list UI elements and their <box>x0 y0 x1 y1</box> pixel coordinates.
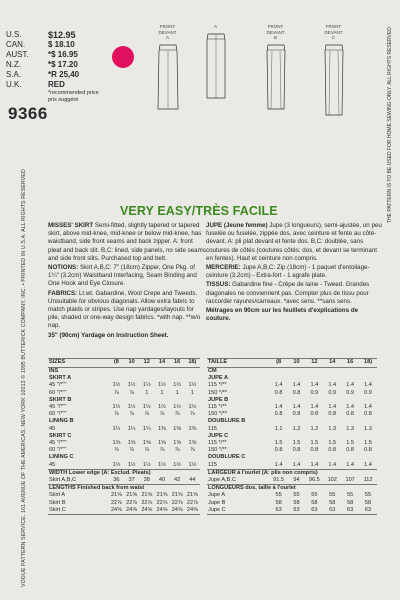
recommended-price-note: *recommended price <box>48 90 99 96</box>
table-row <box>207 447 377 454</box>
row-label: 115 */** <box>208 440 227 447</box>
table-cell: 37 <box>124 477 139 485</box>
price-label: S.A. <box>6 70 22 79</box>
table-cell: 1½ <box>188 404 197 411</box>
description-text-fr: Jupe (3 longueurs), semi-ajustée, un peu fuselée ou fuselée, zippée dos, avec ceinture et fente au côté-devant. A: pli plat devant et fente dos. B,C: doublée, sans coutures de côtés (coutures côtés: dos, et devant se terminant en fentes). Haut et ceinture non compris. <box>206 222 382 262</box>
table-cell: 1.5 <box>292 440 301 447</box>
table-cell: ⅞ <box>114 411 119 418</box>
row-label: 45 <box>48 462 109 470</box>
publisher-side-text: VOGUE PATTERN SERVICE, 161 AVENUE OF THE AMERICAS, NEW YORK 10013 © 1995 BUTTERICK COMPANY, INC. • PRINTED IN U.S.A. ALL RIGHTS RESERVED <box>21 169 27 587</box>
row-label: WIDTH Lower edge (A: Exclud. Pleats) <box>49 469 151 476</box>
drawing-caption: FRONT DEVANT A <box>158 24 177 40</box>
table-cell: ⅞ <box>159 447 165 454</box>
header-cell: 16 <box>341 359 359 368</box>
row-label: CM <box>208 368 217 374</box>
row-label: LARGEUR à l'ourlet (A: plis non compris) <box>208 469 318 476</box>
table-cell: 0.9 <box>328 389 337 396</box>
row-label: SKIRT C <box>49 432 72 439</box>
table-cell: 1.4 <box>292 404 301 411</box>
row-label: LONGUEURS dos, taille à l'ourlet <box>208 485 296 492</box>
table-row <box>207 418 377 425</box>
table-cell: 1½ <box>112 404 121 411</box>
table-cell: 112 <box>359 477 377 485</box>
table-cell: 55 <box>329 492 336 499</box>
drawing-front-c <box>306 24 361 119</box>
table-row <box>48 507 200 515</box>
row-label: 45 "/*"" <box>49 382 67 389</box>
table-row <box>207 368 377 376</box>
row-label: SKIRT B <box>49 396 72 403</box>
pink-dot-mark <box>112 46 134 68</box>
table-cell: ⅞ <box>174 447 180 454</box>
table-cell: 1⅝ <box>142 440 151 447</box>
drawing-front-b <box>248 24 303 113</box>
table-row <box>48 368 200 376</box>
table-cell: 55 <box>311 492 318 499</box>
table-cell: 1.4 <box>274 404 283 411</box>
price-row <box>6 30 116 40</box>
table-row <box>48 426 200 433</box>
table-cell: 0.8 <box>310 447 319 454</box>
table-cell: 1½ <box>109 462 124 470</box>
description-text: Semi-fitted, slightly tapered or tapered skirt, above mid-knee, mid-knee or below mid-knee, has waistband, side front seams and back zipper. A: front pleat and back slit. B,C: lined, side panels, no side seams and side front slits. Purchased top and belt. <box>48 222 206 262</box>
table-cell: 1½ <box>173 382 182 389</box>
price-label: U.K. <box>6 80 22 89</box>
header-cell: TAILLE <box>207 359 270 368</box>
description-title: MISSES' SKIRT <box>48 222 94 229</box>
table-cell: ⅞ <box>174 411 180 418</box>
table-row <box>48 390 200 397</box>
row-label: Jupe A,B,C <box>207 477 270 485</box>
table-cell: 0.8 <box>346 411 355 418</box>
table-row <box>207 462 377 470</box>
price-value: $ 18.10 <box>48 40 75 49</box>
table-cell: 1 <box>190 389 194 396</box>
table-row <box>48 411 200 418</box>
table-cell: 55 <box>364 492 372 499</box>
table-cell: 21⅝ <box>126 492 138 499</box>
header-cell: 12 <box>305 359 323 368</box>
table-cell: 0.8 <box>274 447 283 454</box>
row-label: SKIRT A <box>49 375 72 382</box>
table-cell: 1⅝ <box>127 440 136 447</box>
header-cell: SIZES <box>48 359 109 368</box>
table-row <box>48 418 200 425</box>
table-cell: 36 <box>109 477 124 485</box>
price-value: *$ 17.20 <box>48 60 78 69</box>
table-cell: 1.1 <box>274 425 283 432</box>
table-cell: 1.4 <box>328 382 337 389</box>
row-label: LENGTHS Finished back from waist <box>49 485 145 492</box>
row-label: JUPE B <box>208 396 229 403</box>
table-cell: ⅞ <box>114 389 119 396</box>
table-cell: 1½ <box>173 404 182 411</box>
drawing-caption: FRONT DEVANT B <box>266 24 285 40</box>
table-cell: 0.8 <box>274 389 283 396</box>
table-cell: 0.9 <box>364 389 372 396</box>
table-row <box>207 454 377 461</box>
table-cell: 1⅝ <box>188 440 197 447</box>
table-cell: 22⅞ <box>126 499 138 506</box>
table-cell: 63 <box>305 507 323 515</box>
row-label: Jupe C <box>207 507 270 515</box>
table-row <box>207 477 377 485</box>
table-cell: 21⅝ <box>156 492 168 499</box>
table-cell: ⅞ <box>190 447 195 454</box>
table-row <box>207 485 377 493</box>
table-cell: 58 <box>329 499 336 506</box>
table-cell: 1¼ <box>127 425 136 432</box>
price-value: *R 25,40 <box>48 70 80 79</box>
price-row <box>6 70 116 80</box>
table-cell: 1½ <box>158 382 166 389</box>
table-cell: 63 <box>323 507 341 515</box>
table-cell: 1.4 <box>310 404 319 411</box>
row-label: INS <box>49 368 59 374</box>
table-cell: ⅞ <box>144 411 150 418</box>
notions-title: NOTIONS: <box>48 264 79 272</box>
table-cell: 0.8 <box>328 447 337 454</box>
row-label: Jupe A <box>208 492 226 499</box>
table-cell: 1½ <box>154 462 169 470</box>
table-cell: 44 <box>185 477 200 485</box>
row-label: Skirt A <box>49 492 66 499</box>
row-label: 45 "/*"" <box>49 440 67 447</box>
table-cell: 1 <box>145 389 149 396</box>
fabrics-text-fr: Gabardine fine - Crêpe de laine - Tweed. Grandes diagonales ne conviennent pas. Compter plus de tissu pour raccorder rayures/carreaux. *avec sens. **sans sens. <box>206 281 370 305</box>
table-cell: ⅞ <box>190 411 195 418</box>
fabrics-title: FABRICS: <box>48 289 78 297</box>
yardage-note: 35" (90cm) Yardage on Instruction Sheet. <box>48 331 169 339</box>
table-row <box>207 469 377 477</box>
row-label: DOUBLURE C <box>208 454 246 461</box>
row-label: DOUBLURE B <box>208 418 246 425</box>
table-cell: 1½ <box>127 382 136 389</box>
table-cell: 24⅝ <box>109 507 124 515</box>
table-row <box>207 375 377 382</box>
table-cell: 63 <box>341 507 359 515</box>
row-label: 150 */** <box>208 411 227 418</box>
row-label: 60 "/*"" <box>49 447 67 454</box>
price-row <box>6 80 116 90</box>
table-header <box>207 359 377 368</box>
table-cell: 0.8 <box>274 411 283 418</box>
price-label: AUST. <box>6 50 29 59</box>
header-cell: 18) <box>359 359 377 368</box>
table-cell: 1½ <box>112 382 121 389</box>
table-cell: 58 <box>347 499 354 506</box>
table-cell: 1½ <box>139 462 154 470</box>
table-cell: 55 <box>293 492 300 499</box>
table-cell: 1⅝ <box>158 440 166 447</box>
table-cell: 1⅝ <box>112 440 121 447</box>
table-cell: 55 <box>275 492 282 499</box>
table-cell: ⅞ <box>159 411 165 418</box>
table-cell: 22⅞ <box>156 499 168 506</box>
table-cell: 38 <box>139 477 154 485</box>
row-label: 115 <box>207 462 270 470</box>
table-cell: ⅞ <box>129 447 134 454</box>
price-row <box>6 60 116 70</box>
table-cell: 1.4 <box>346 404 355 411</box>
table-cell: 0.8 <box>292 447 301 454</box>
table-row <box>207 397 377 404</box>
table-cell: 0.8 <box>364 411 372 418</box>
row-label: 115 <box>208 425 217 432</box>
table-cell: 24⅝ <box>170 507 185 515</box>
technical-drawings <box>140 24 370 124</box>
table-header <box>48 359 200 368</box>
table-cell: 0.8 <box>292 411 301 418</box>
table-cell: 21⅝ <box>186 492 198 499</box>
table-cell: 63 <box>359 507 377 515</box>
table-cell: 1½ <box>185 462 200 470</box>
table-row <box>48 440 200 447</box>
notions-title-fr: MERCERIE: <box>206 264 241 272</box>
table-cell: 1½ <box>170 462 185 470</box>
drawing-caption: FRONT DEVANT C <box>324 24 343 40</box>
notions-text: Skirt A,B,C: 7" (18cm) Zipper, One Pkg. of 1¼" (3.2cm) Waistband Interfacing, Seam Binding and One Hook and Eye Closure. <box>48 264 197 288</box>
table-cell: 1¼ <box>112 425 121 432</box>
header-cell: (8 <box>109 359 124 368</box>
table-cell: 1.5 <box>328 440 337 447</box>
table-cell: 1⅝ <box>173 440 182 447</box>
pattern-number: 9366 <box>8 104 48 123</box>
table-cell: 24⅝ <box>124 507 139 515</box>
table-cell: 24⅝ <box>139 507 154 515</box>
table-cell: 1½ <box>124 462 139 470</box>
table-cell: 1½ <box>188 382 197 389</box>
table-row <box>48 447 200 454</box>
table-row <box>48 492 200 499</box>
table-cell: 1.4 <box>323 462 341 470</box>
header-cell: 18) <box>185 359 200 368</box>
table-cell: 21⅝ <box>171 492 183 499</box>
table-cell: 0.8 <box>328 411 337 418</box>
table-row <box>48 485 200 493</box>
table-cell: 22⅞ <box>171 499 183 506</box>
table-cell: 107 <box>341 477 359 485</box>
table-cell: ⅞ <box>129 389 134 396</box>
table-cell: 1.5 <box>346 440 355 447</box>
row-label: 45 <box>49 425 56 432</box>
header-cell: 16 <box>170 359 185 368</box>
table-row <box>48 397 200 404</box>
table-row <box>207 390 377 397</box>
table-cell: 1.4 <box>364 404 372 411</box>
yardage-table-french <box>207 358 377 515</box>
yardage-table-english <box>48 358 200 515</box>
table-cell: 1.4 <box>364 382 372 389</box>
table-row <box>207 500 377 507</box>
table-cell: 0.8 <box>292 389 301 396</box>
row-label: 115 */** <box>208 404 227 411</box>
table-cell: 1.4 <box>359 462 377 470</box>
table-cell: 1½ <box>142 404 151 411</box>
table-cell: 58 <box>275 499 282 506</box>
table-cell: 1.5 <box>310 440 319 447</box>
table-cell: 1.4 <box>292 382 301 389</box>
table-row <box>207 411 377 418</box>
table-cell: 1⅜ <box>188 425 197 432</box>
fabrics-title-fr: TISSUS: <box>206 281 231 289</box>
table-cell: 22⅞ <box>141 499 153 506</box>
table-cell: 22⅞ <box>186 499 198 506</box>
table-cell: 1.4 <box>305 462 323 470</box>
table-cell: 0.9 <box>310 389 319 396</box>
price-value: $12.95 <box>48 30 76 40</box>
row-label: 60 "/*"" <box>49 389 67 396</box>
row-label: 45 "/*"" <box>49 404 67 411</box>
recommended-price-note: prix suggéré <box>48 96 79 103</box>
table-row <box>48 462 200 470</box>
row-label: Skirt B <box>49 499 66 506</box>
notions-text-fr: Jupe A,B,C: Zip (18cm) - 1 paquet d'entoilage-ceinture (3.2cm) - Extra-fort - 1 agrafe plate. <box>206 264 370 280</box>
table-cell: 1.4 <box>274 382 283 389</box>
yardage-note-fr: Métrages en 90cm sur les feuillets d'explications de couture. <box>206 307 359 323</box>
table-cell: 42 <box>170 477 185 485</box>
table-cell: 0.8 <box>310 411 319 418</box>
header-cell: 14 <box>323 359 341 368</box>
table-row <box>207 382 377 389</box>
header-cell: 12 <box>139 359 154 368</box>
row-label: Skirt C <box>48 507 109 515</box>
table-cell: 1.5 <box>364 440 372 447</box>
table-cell: 1½ <box>158 404 166 411</box>
table-cell: 1.4 <box>328 404 337 411</box>
table-row <box>48 404 200 411</box>
table-row <box>207 492 377 499</box>
row-label: 150 */** <box>208 447 227 454</box>
row-label: Skirt A,B,C <box>48 477 109 485</box>
table-cell: 22⅞ <box>110 499 122 506</box>
table-cell: 21⅝ <box>141 492 153 499</box>
fabrics-text: Lt.wt. Gabardine, Wool Crepe and Tweeds. Unsuitable for obvious diagonals. Allow extra fabric to match plaids or stripes. Use nap yardages/layouts for pile, shaded or one-way design fabrics. *with nap. **w/o nap. <box>48 289 201 330</box>
drawing-caption: A <box>213 24 217 29</box>
header-cell: 10 <box>288 359 306 368</box>
table-cell: 1 <box>175 389 179 396</box>
price-value: RED <box>48 80 65 89</box>
price-row <box>6 40 116 50</box>
difficulty-heading: VERY EASY/TRÈS FACILE <box>120 204 278 218</box>
table-row <box>48 433 200 440</box>
table-cell: 24⅝ <box>154 507 169 515</box>
row-label: 60 "/*"" <box>49 411 67 418</box>
table-cell: 1.3 <box>346 425 355 432</box>
table-cell: 1 <box>160 389 164 396</box>
french-description-column <box>206 222 382 324</box>
table-cell: 40 <box>154 477 169 485</box>
table-row <box>207 426 377 433</box>
table-row <box>48 477 200 485</box>
table-cell: 1.4 <box>270 462 288 470</box>
drawing-front-a <box>140 24 195 113</box>
table-cell: 1.3 <box>328 425 337 432</box>
price-list <box>6 30 116 103</box>
row-label: Jupe B <box>208 499 226 506</box>
row-label: LINING C <box>49 454 74 461</box>
usage-side-text: THE PATTERN IS TO BE USED FOR HOME SEWING ONLY. ALL RIGHTS RESERVED <box>387 27 393 223</box>
table-row <box>207 433 377 440</box>
row-label: LINING B <box>49 418 74 425</box>
table-cell: ⅞ <box>144 447 150 454</box>
row-label: JUPE C <box>208 432 229 439</box>
table-cell: ⅞ <box>114 447 119 454</box>
price-label: U.S. <box>6 30 22 39</box>
table-cell: 58 <box>293 499 300 506</box>
table-cell: 21⅝ <box>110 492 122 499</box>
table-cell: 58 <box>364 499 372 506</box>
table-cell: 102 <box>323 477 341 485</box>
table-cell: 1.4 <box>288 462 306 470</box>
price-label: CAN. <box>6 40 26 49</box>
table-cell: ⅞ <box>129 411 134 418</box>
row-label: 115 */** <box>208 382 227 389</box>
table-row <box>207 507 377 515</box>
table-row <box>48 382 200 389</box>
table-cell: 58 <box>311 499 318 506</box>
table-cell: 1⅜ <box>173 425 182 432</box>
table-cell: 96.5 <box>305 477 323 485</box>
table-cell: 1.4 <box>310 382 319 389</box>
table-cell: 24⅝ <box>185 507 200 515</box>
table-cell: 1.2 <box>310 425 319 432</box>
table-cell: 1½ <box>127 404 136 411</box>
table-cell: 1.5 <box>274 440 283 447</box>
table-cell: 63 <box>288 507 306 515</box>
table-row <box>48 500 200 507</box>
header-cell: (8 <box>270 359 288 368</box>
table-row <box>48 469 200 477</box>
table-cell: 1.4 <box>341 462 359 470</box>
table-cell: 0.8 <box>346 447 355 454</box>
table-cell: 55 <box>347 492 354 499</box>
price-row <box>6 50 116 60</box>
table-row <box>207 404 377 411</box>
price-label: N.Z. <box>6 60 22 69</box>
row-label: JUPE A <box>208 375 228 382</box>
table-cell: 1½ <box>142 382 151 389</box>
table-cell: 0.9 <box>346 389 355 396</box>
table-cell: 1⅜ <box>158 425 166 432</box>
table-cell: 91.5 <box>270 477 288 485</box>
drawing-back-a <box>188 24 243 102</box>
row-label: 150 */** <box>208 389 227 396</box>
table-cell: 1¼ <box>142 425 151 432</box>
table-cell: 94 <box>288 477 306 485</box>
table-cell: 1.2 <box>292 425 301 432</box>
table-cell: 0.8 <box>364 447 372 454</box>
header-cell: 14 <box>154 359 169 368</box>
table-cell: 1.3 <box>364 425 372 432</box>
table-row <box>48 454 200 461</box>
table-cell: 63 <box>270 507 288 515</box>
table-row <box>207 440 377 447</box>
english-description-column <box>48 222 206 341</box>
header-cell: 10 <box>124 359 139 368</box>
table-cell: 1.4 <box>346 382 355 389</box>
description-title-fr: JUPE (Jeune femme) <box>206 222 268 229</box>
price-value: *$ 16.95 <box>48 50 78 59</box>
